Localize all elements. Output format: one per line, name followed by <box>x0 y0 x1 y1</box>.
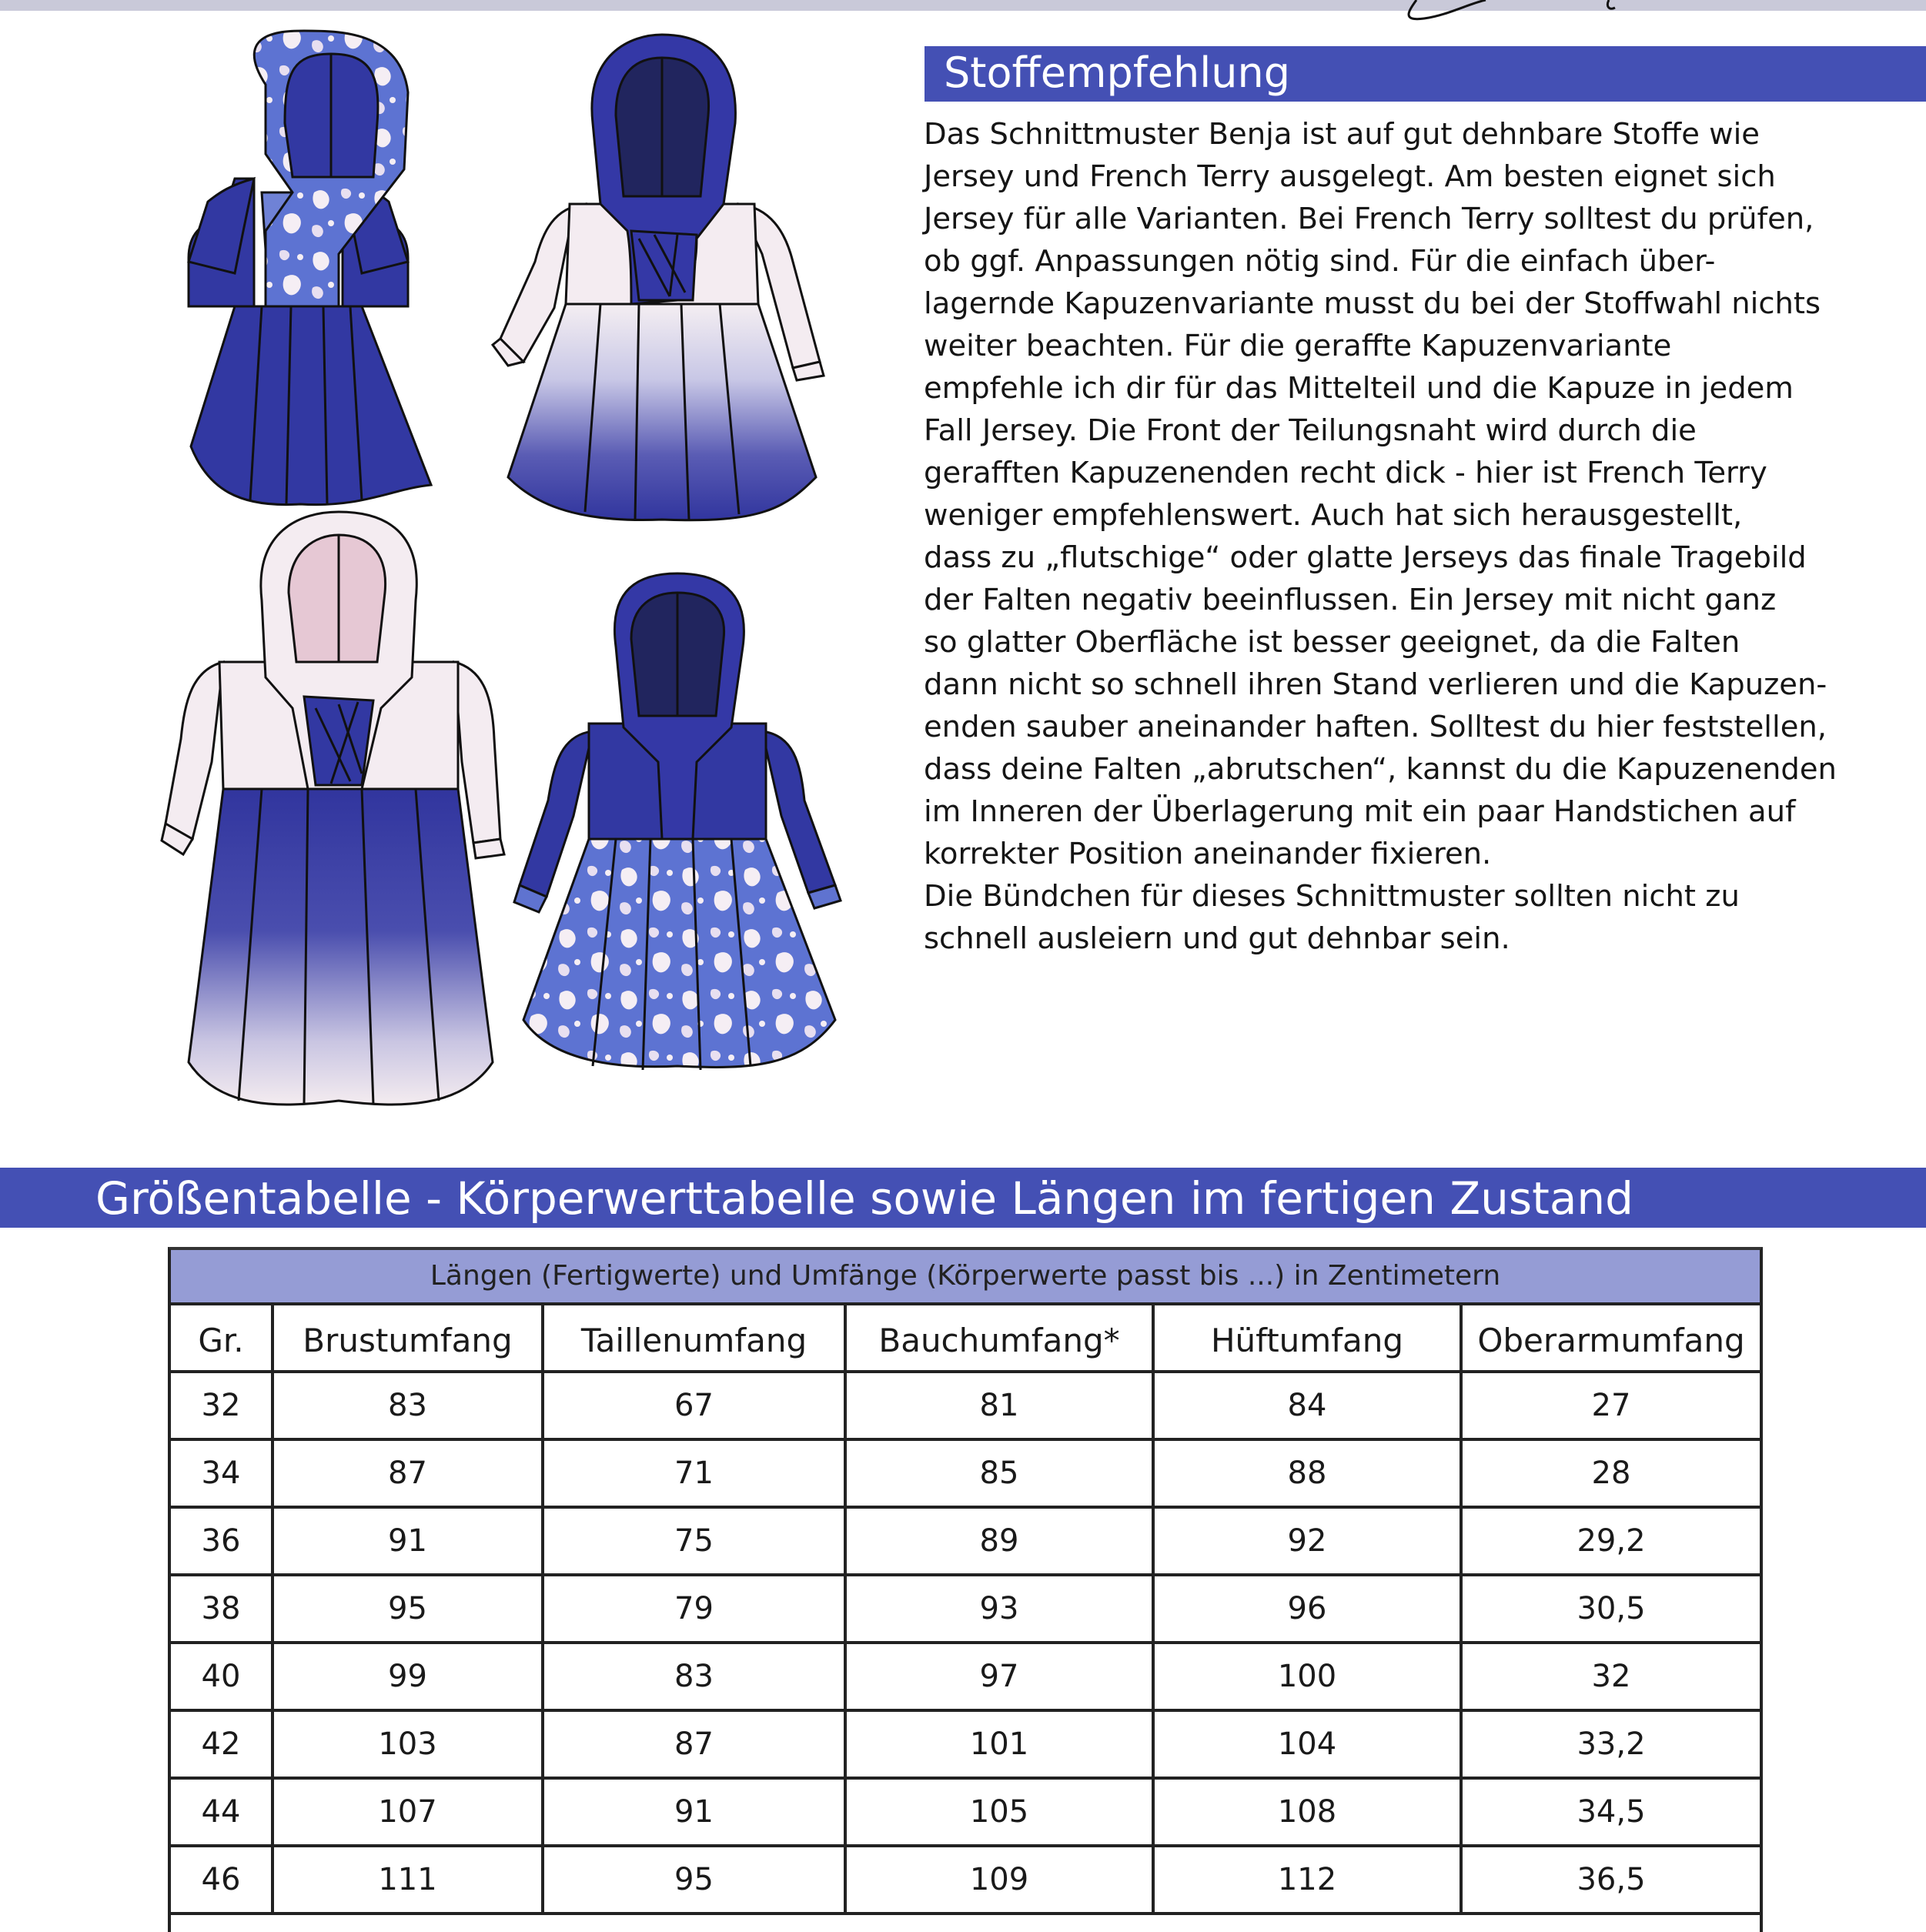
fabric-text-line: schnell ausleiern und gut dehnbar sein. <box>924 921 1510 956</box>
cell-size: 32 <box>171 1373 274 1438</box>
size-table-heading-bar <box>0 1168 1926 1228</box>
cell-upper-arm: 27 <box>1591 1388 1631 1423</box>
cell-hip: 104 <box>1155 1712 1463 1777</box>
fabric-text-line: im Inneren der Überlagerung mit ein paar Handstichen auf <box>924 794 1796 829</box>
cell-waist: 83 <box>544 1644 847 1709</box>
fabric-text-line: empfehle ich dir für das Mittelteil und die Kapuze in jedem <box>924 371 1794 406</box>
cell-bust: 83 <box>274 1373 544 1438</box>
dress-variant-short-sleeve-floral-hood <box>189 31 431 505</box>
size-table-heading: Größentabelle - Körperwerttabelle sowie Längen im fertigen Zustand <box>95 1172 1633 1225</box>
dress-variant-floral-skirt <box>514 573 841 1070</box>
cell-upper-arm: 32 <box>1591 1659 1631 1694</box>
fabric-text-line: Jersey und French Terry ausgelegt. Am besten eignet sich <box>924 159 1776 194</box>
fabric-heading-bar <box>925 46 1926 102</box>
cell-belly: 93 <box>847 1576 1155 1641</box>
fabric-text-line: dann nicht so schnell ihren Stand verlieren und die Kapuzen- <box>924 667 1827 702</box>
fabric-text-line: gerafften Kapuzenenden recht dick - hier ist French Terry <box>924 456 1767 490</box>
cell-bust: 103 <box>274 1712 544 1777</box>
table-row <box>171 1847 1760 1915</box>
table-row <box>171 1576 1760 1644</box>
cell-hip: 92 <box>1155 1509 1463 1573</box>
cell-size: 36 <box>171 1509 274 1573</box>
cell-upper-arm: 30,5 <box>1577 1591 1646 1626</box>
cell-bust: 107 <box>274 1780 544 1844</box>
cell-upper-arm: 34,5 <box>1577 1794 1646 1830</box>
cell-bust: 87 <box>274 1441 544 1506</box>
cell-waist: 67 <box>544 1373 847 1438</box>
header-waist: Taillenumfang <box>544 1305 847 1370</box>
cell-size: 42 <box>171 1712 274 1777</box>
table-row <box>171 1780 1760 1847</box>
cell-belly: 105 <box>847 1780 1155 1844</box>
size-table <box>168 1247 1763 1932</box>
dress-illustrations <box>0 0 885 1131</box>
header-belly: Bauchumfang* <box>847 1305 1155 1370</box>
table-row <box>171 1441 1760 1509</box>
table-header-row <box>171 1305 1760 1373</box>
cell-hip: 84 <box>1155 1373 1463 1438</box>
cell-belly: 109 <box>847 1847 1155 1912</box>
cell-waist: 91 <box>544 1780 847 1844</box>
fabric-text-line: enden sauber aneinander haften. Solltest du hier feststellen, <box>924 710 1827 744</box>
fabric-text-line: Die Bündchen für dieses Schnittmuster sollten nicht zu <box>924 879 1740 914</box>
fabric-text-line: dass deine Falten „abrutschen“, kannst du die Kapuzenenden <box>924 752 1837 787</box>
dress-variant-gradient-long-sleeve <box>493 35 824 520</box>
cell-belly: 97 <box>847 1644 1155 1709</box>
table-row <box>171 1509 1760 1576</box>
header-size: Gr. <box>171 1305 274 1370</box>
fabric-text-line: ob ggf. Anpassungen nötig sind. Für die einfach über- <box>924 244 1716 279</box>
cell-waist: 75 <box>544 1509 847 1573</box>
fabric-text-line: korrekter Position aneinander fixieren. <box>924 837 1492 871</box>
cell-bust: 91 <box>274 1509 544 1573</box>
cell-upper-arm: 28 <box>1591 1456 1631 1491</box>
cell-belly: 89 <box>847 1509 1155 1573</box>
fabric-text-line: lagernde Kapuzenvariante musst du bei der Stoffwahl nichts <box>924 286 1821 321</box>
cell-hip: 88 <box>1155 1441 1463 1506</box>
cell-upper-arm: 29,2 <box>1577 1523 1646 1559</box>
header-bust: Brustumfang <box>274 1305 544 1370</box>
cell-upper-arm: 33,2 <box>1577 1726 1646 1762</box>
dress-variant-pink-hood-long-gradient <box>162 512 504 1105</box>
fabric-text-line: dass zu „flutschige“ oder glatte Jerseys das finale Tragebild <box>924 540 1807 575</box>
cell-bust: 111 <box>274 1847 544 1912</box>
cell-waist: 71 <box>544 1441 847 1506</box>
cell-waist: 87 <box>544 1712 847 1777</box>
fabric-text-line: so glatter Oberfläche ist besser geeignet, da die Falten <box>924 625 1740 660</box>
cell-size: 38 <box>171 1576 274 1641</box>
cell-hip: 96 <box>1155 1576 1463 1641</box>
cell-upper-arm: 36,5 <box>1577 1862 1646 1897</box>
logo-flourish <box>1378 0 1670 23</box>
fabric-text-line: Fall Jersey. Die Front der Teilungsnaht wird durch die <box>924 413 1697 448</box>
header-hip: Hüftumfang <box>1155 1305 1463 1370</box>
table-caption: Längen (Fertigwerte) und Umfänge (Körperwerte passt bis ...) in Zentimetern <box>171 1250 1760 1305</box>
fabric-text-line: Jersey für alle Varianten. Bei French Terry solltest du prüfen, <box>924 202 1814 236</box>
cell-size: 44 <box>171 1780 274 1844</box>
cell-size: 46 <box>171 1847 274 1912</box>
fabric-text-line: weiter beachten. Für die geraffte Kapuzenvariante <box>924 329 1672 363</box>
cell-waist: 95 <box>544 1847 847 1912</box>
cell-hip: 100 <box>1155 1644 1463 1709</box>
cell-size: 34 <box>171 1441 274 1506</box>
cell-bust: 99 <box>274 1644 544 1709</box>
fabric-heading: Stoffempfehlung <box>944 48 1290 97</box>
fabric-text-line: der Falten negativ beeinflussen. Ein Jersey mit nicht ganz <box>924 583 1777 617</box>
cell-hip: 112 <box>1155 1847 1463 1912</box>
cell-belly: 85 <box>847 1441 1155 1506</box>
cell-belly: 81 <box>847 1373 1155 1438</box>
cell-waist: 79 <box>544 1576 847 1641</box>
cell-hip: 108 <box>1155 1780 1463 1844</box>
table-row <box>171 1712 1760 1780</box>
fabric-text-line: Das Schnittmuster Benja ist auf gut dehnbare Stoffe wie <box>924 117 1760 152</box>
cell-bust: 95 <box>274 1576 544 1641</box>
table-row <box>171 1373 1760 1441</box>
cell-size: 40 <box>171 1644 274 1709</box>
fabric-text-line: weniger empfehlenswert. Auch hat sich herausgestellt, <box>924 498 1743 533</box>
header-upper-arm: Oberarmumfang <box>1477 1321 1745 1359</box>
fabric-text <box>924 113 1917 960</box>
cell-belly: 101 <box>847 1712 1155 1777</box>
table-row <box>171 1644 1760 1712</box>
